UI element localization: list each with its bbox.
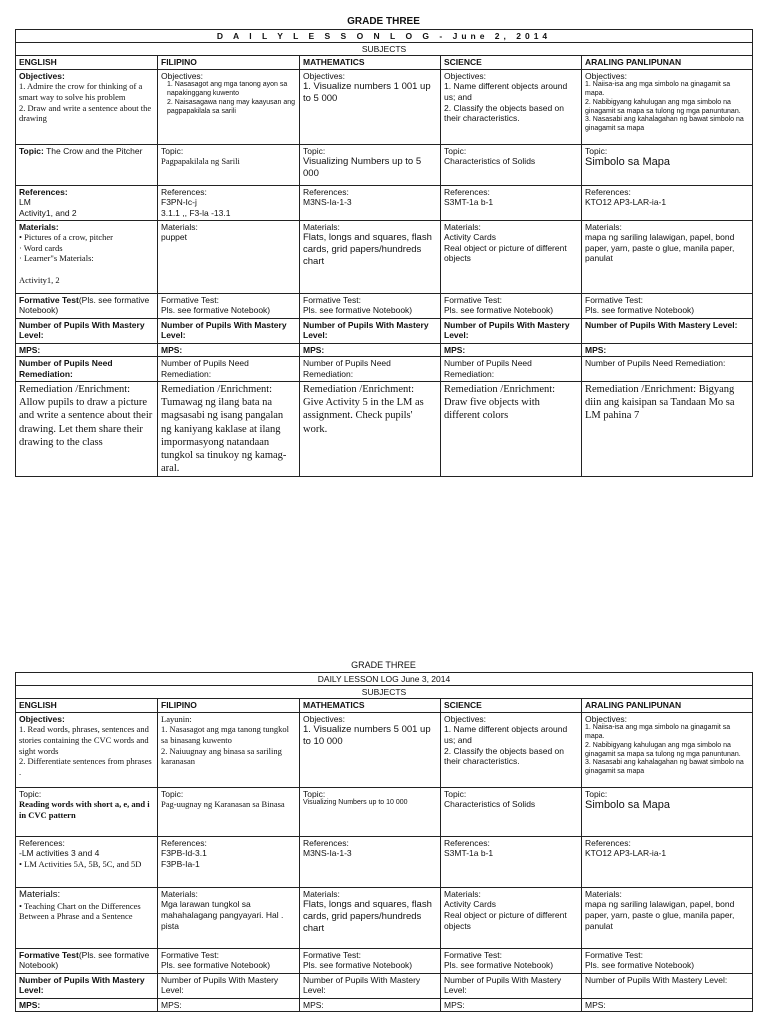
- formative-filipino: Formative Test: Pls. see formative Notebook): [158, 948, 300, 973]
- mastery-ap: Number of Pupils With Mastery Level:: [582, 973, 753, 998]
- mastery-filipino: Number of Pupils With Mastery Level:: [158, 318, 300, 343]
- need-remediation-ap: Number of Pupils Need Remediation:: [582, 357, 753, 382]
- materials-science: Materials: Activity Cards Real object or picture of different objects: [441, 220, 582, 293]
- header-filipino: FILIPINO: [158, 699, 300, 713]
- topic-science: Topic: Characteristics of Solids: [441, 787, 582, 836]
- mps-filipino: MPS:: [158, 998, 300, 1012]
- materials-english: Materials: • Teaching Chart on the Differences Between a Phrase and a Sentence: [16, 887, 158, 948]
- header-araling-panlipunan: ARALING PANLIPUNAN: [582, 56, 753, 70]
- formative-english: Formative Test(Pls. see formative Notebook): [16, 948, 158, 973]
- references-math: References: M3NS-Ia-1-3: [300, 836, 441, 887]
- header-english: ENGLISH: [16, 699, 158, 713]
- topic-math: Topic: Visualizing Numbers up to 5 000: [300, 144, 441, 185]
- references-english: References: LM Activity1, and 2: [16, 185, 158, 220]
- objectives-english: Objectives: 1. Read words, phrases, sentences and stories containing the CVC words and sight words 2. Differentiate sentences from phrases .: [16, 712, 158, 787]
- lesson-log-june-3: [15, 658, 752, 1012]
- materials-filipino: Materials: Mga larawan tungkol sa mahahalagang pangyayari. Hal . pista: [158, 887, 300, 948]
- remediation-math: Remediation /Enrichment: Give Activity 5 in the LM as assignment. Check pupils' work.: [300, 382, 441, 477]
- header-araling-panlipunan: ARALING PANLIPUNAN: [582, 699, 753, 713]
- formative-science: Formative Test: Pls. see formative Notebook): [441, 948, 582, 973]
- need-remediation-science: Number of Pupils Need Remediation:: [441, 357, 582, 382]
- mps-ap: MPS:: [582, 998, 753, 1012]
- mps-math: MPS:: [300, 998, 441, 1012]
- mastery-english: Number of Pupils With Mastery Level:: [16, 318, 158, 343]
- references-science: References: S3MT-1a b-1: [441, 836, 582, 887]
- topic-math: Topic: Visualizing Numbers up to 10 000: [300, 787, 441, 836]
- references-filipino: References: F3PN-Ic-j 3.1.1 ,, F3-la -13.1: [158, 185, 300, 220]
- grade-title: GRADE THREE: [347, 16, 420, 27]
- topic-ap: Topic: Simbolo sa Mapa: [582, 787, 753, 836]
- mps-science: MPS:: [441, 343, 582, 357]
- header-science: SCIENCE: [441, 56, 582, 70]
- objectives-english: Objectives: 1. Admire the crow for thinking of a smart way to solve his problem 2. Draw and write a sentence about the drawing: [16, 69, 158, 144]
- mastery-filipino: Number of Pupils With Mastery Level:: [158, 973, 300, 998]
- objectives-ap: Objectives: 1. Naiisa-isa ang mga simbolo na ginagamit sa mapa. 2. Nabibigyang kahulugan ang mga simbolo na ginagamit sa mapa sa tulong ng mga panuntunan. 3. Nasasabi ang kahalagahan ng bawat simbolo na ginagamit sa mapa: [582, 712, 753, 787]
- lesson-log-table: [15, 672, 753, 1012]
- mps-ap: MPS:: [582, 343, 753, 357]
- remediation-science: Remediation /Enrichment: Draw five objects with different colors: [441, 382, 582, 477]
- formative-math: Formative Test: Pls. see formative Notebook): [300, 948, 441, 973]
- grade-title: GRADE THREE: [351, 660, 416, 670]
- objectives-math: Objectives: 1. Visualize numbers 1 001 up to 5 000: [300, 69, 441, 144]
- mps-filipino: MPS:: [158, 343, 300, 357]
- mps-math: MPS:: [300, 343, 441, 357]
- need-remediation-filipino: Number of Pupils Need Remediation:: [158, 357, 300, 382]
- materials-english: Materials: • Pictures of a crow, pitcher · Word cards · Learner"s Materials: Activity1, 2: [16, 220, 158, 293]
- lesson-log-june-2: [15, 14, 752, 477]
- mastery-science: Number of Pupils With Mastery Level:: [441, 318, 582, 343]
- references-filipino: References: F3PB-Id-3.1 F3PB-Ia-1: [158, 836, 300, 887]
- lesson-log-table: [15, 29, 753, 477]
- need-remediation-math: Number of Pupils Need Remediation:: [300, 357, 441, 382]
- topic-ap: Topic: Simbolo sa Mapa: [582, 144, 753, 185]
- topic-science: Topic: Characteristics of Solids: [441, 144, 582, 185]
- formative-ap: Formative Test: Pls. see formative Notebook): [582, 293, 753, 318]
- formative-ap: Formative Test: Pls. see formative Notebook): [582, 948, 753, 973]
- need-remediation-english: Number of Pupils Need Remediation:: [16, 357, 158, 382]
- topic-filipino: Topic: Pag-uugnay ng Karanasan sa Binasa: [158, 787, 300, 836]
- header-filipino: FILIPINO: [158, 56, 300, 70]
- objectives-math: Objectives: 1. Visualize numbers 5 001 up to 10 000: [300, 712, 441, 787]
- mastery-ap: Number of Pupils With Mastery Level:: [582, 318, 753, 343]
- topic-english: Topic: Reading words with short a, e, and i in CVC pattern: [16, 787, 158, 836]
- objectives-filipino: Layunin: 1. Nasasagot ang mga tanong tungkol sa binasang kuwento 2. Naiuugnay ang binasa sa sariling karanasan: [158, 712, 300, 787]
- objectives-ap: Objectives: 1. Naiisa-isa ang mga simbolo na ginagamit sa mapa. 2. Nabibigyang kahulugan ang mga simbolo na ginagamit sa mapa sa tulong ng mga panuntunan. 3. Nasasabi ang kahalagahan ng bawat simbolo na ginagamit sa mapa: [582, 69, 753, 144]
- materials-filipino: Materials: puppet: [158, 220, 300, 293]
- references-math: References: M3NS-Ia-1-3: [300, 185, 441, 220]
- mps-english: MPS:: [16, 998, 158, 1012]
- materials-math: Materials: Flats, longs and squares, flash cards, grid papers/hundreds chart: [300, 887, 441, 948]
- subjects-heading: SUBJECTS: [16, 43, 753, 56]
- remediation-english: Remediation /Enrichment: Allow pupils to draw a picture and write a sentence about their drawing. Let them share their drawing to the class: [16, 382, 158, 477]
- topic-filipino: Topic: Pagpapakilala ng Sarili: [158, 144, 300, 185]
- materials-math: Materials: Flats, longs and squares, flash cards, grid papers/hundreds chart: [300, 220, 441, 293]
- mastery-math: Number of Pupils With Mastery Level:: [300, 318, 441, 343]
- mps-science: MPS:: [441, 998, 582, 1012]
- header-mathematics: MATHEMATICS: [300, 56, 441, 70]
- formative-filipino: Formative Test: Pls. see formative Notebook): [158, 293, 300, 318]
- materials-ap: Materials: mapa ng sariling lalawigan, papel, bond paper, yarn, paste o glue, manila paper, panulat: [582, 220, 753, 293]
- mastery-science: Number of Pupils With Mastery Level:: [441, 973, 582, 998]
- header-science: SCIENCE: [441, 699, 582, 713]
- references-ap: References: KTO12 AP3-LAR-ia-1: [582, 185, 753, 220]
- remediation-filipino: Remediation /Enrichment: Tumawag ng ilang bata na magsasabi ng isang pangalan ng kaniyang kaklase at ilang impormasyong natandaan tungkol sa tinukoy ng kamag-aral.: [158, 382, 300, 477]
- header-english: ENGLISH: [16, 56, 158, 70]
- references-english: References: -LM activities 3 and 4 • LM Activities 5A, 5B, 5C, and 5D: [16, 836, 158, 887]
- materials-science: Materials: Activity Cards Real object or picture of different objects: [441, 887, 582, 948]
- mps-english: MPS:: [16, 343, 158, 357]
- materials-ap: Materials: mapa ng sariling lalawigan, papel, bond paper, yarn, paste o glue, manila paper, panulat: [582, 887, 753, 948]
- objectives-science: Objectives: 1. Name different objects around us; and 2. Classify the objects based on their characteristics.: [441, 712, 582, 787]
- header-mathematics: MATHEMATICS: [300, 699, 441, 713]
- remediation-ap: Remediation /Enrichment: Bigyang diin ang kaisipan sa Tandaan Mo sa LM pahina 7: [582, 382, 753, 477]
- references-science: References: S3MT-1a b-1: [441, 185, 582, 220]
- objectives-science: Objectives: 1. Name different objects around us; and 2. Classify the objects based on their characteristics.: [441, 69, 582, 144]
- subjects-heading: SUBJECTS: [16, 686, 753, 699]
- mastery-english: Number of Pupils With Mastery Level:: [16, 973, 158, 998]
- formative-science: Formative Test: Pls. see formative Notebook): [441, 293, 582, 318]
- mastery-math: Number of Pupils With Mastery Level:: [300, 973, 441, 998]
- formative-math: Formative Test: Pls. see formative Notebook): [300, 293, 441, 318]
- log-title: D A I L Y L E S S O N L O G - June 2, 2014: [16, 30, 753, 43]
- topic-english: Topic: The Crow and the Pitcher: [16, 144, 158, 185]
- formative-english: Formative Test(Pls. see formative Notebook): [16, 293, 158, 318]
- references-ap: References: KTO12 AP3-LAR-ia-1: [582, 836, 753, 887]
- objectives-filipino: Objectives: 1. Nasasagot ang mga tanong ayon sa napakinggang kuwento 2. Naisasagawa nang may kaayusan ang pagpapakilala sa sarili: [158, 69, 300, 144]
- log-title: DAILY LESSON LOG June 3, 2014: [16, 673, 753, 686]
